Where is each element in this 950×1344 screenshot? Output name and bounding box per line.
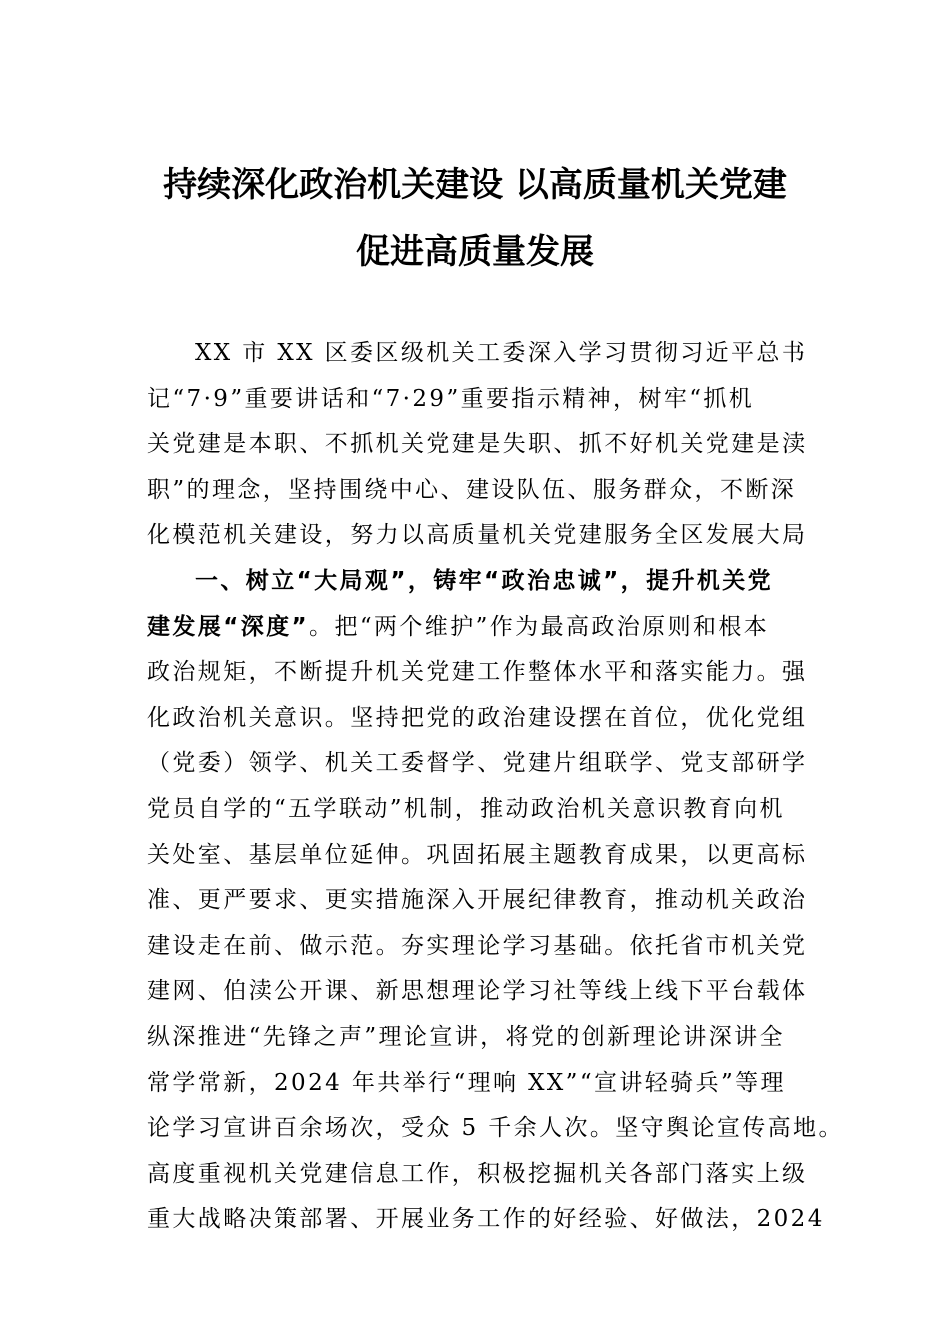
paragraph-line: 建网、伯渎公开课、新思想理论学习社等线上线下平台载体 — [147, 978, 808, 1005]
paragraph-line: XX 市 XX 区委区级机关工委深入学习贯彻习近平总书 — [195, 340, 808, 366]
paragraph-line: 常学常新，2024 年共举行“理响 XX”“宣讲轻骑兵”等理 — [147, 1069, 786, 1096]
paragraph-line: 关处室、基层单位延伸。巩固拓展主题教育成果，以更高标 — [147, 841, 808, 868]
paragraph-text: 。把“两个维护”作为最高政治原则和根本 — [309, 613, 770, 640]
paragraph-line: 化政治机关意识。坚持把党的政治建设摆在首位，优化党组 — [147, 704, 808, 731]
paragraph-line: （党委）领学、机关工委督学、党建片组联学、党支部研学 — [147, 750, 808, 777]
paragraph-line: 关党建是本职、不抓机关党建是失职、抓不好机关党建是渎 — [147, 431, 808, 458]
paragraph-line: 建设走在前、做示范。夯实理论学习基础。依托省市机关党 — [147, 932, 808, 959]
paragraph-line: 政治规矩，不断提升机关党建工作整体水平和落实能力。强 — [147, 659, 808, 686]
document-title-line-1: 持续深化政治机关建设 以高质量机关党建 — [163, 165, 787, 205]
paragraph-line: 准、更严要求、更实措施深入开展纪律教育，推动机关政治 — [147, 887, 808, 914]
document-title-line-2: 促进高质量发展 — [356, 232, 594, 272]
paragraph-line: 纵深推进“先锋之声”理论宣讲，将党的创新理论讲深讲全 — [147, 1023, 785, 1050]
paragraph-line: 化模范机关建设，努力以高质量机关党建服务全区发展大局 — [147, 522, 808, 549]
section-heading-tail: 建发展“深度” — [147, 613, 310, 640]
paragraph-line: 论学习宣讲百余场次，受众 5 千余人次。坚守舆论宣传高地。 — [147, 1115, 844, 1142]
section-heading: 一、树立“大局观”，铸牢“政治忠诚”，提升机关党 — [195, 567, 774, 594]
paragraph-line: 党员自学的“五学联动”机制，推动政治机关意识教育向机 — [147, 795, 785, 822]
document-body — [147, 331, 844, 1243]
paragraph-line: 高度重视机关党建信息工作，积极挖掘机关各部门落实上级 — [147, 1160, 808, 1187]
paragraph-line: 重大战略决策部署、开展业务工作的好经验、好做法，2024 — [147, 1206, 825, 1233]
section-heading-continuation — [147, 605, 807, 651]
paragraph-line: 记“7·9”重要讲话和“7·29”重要指示精神，树牢“抓机 — [147, 385, 755, 412]
paragraph-line: 职”的理念，坚持围绕中心、建设队伍、服务群众，不断深 — [147, 476, 797, 503]
